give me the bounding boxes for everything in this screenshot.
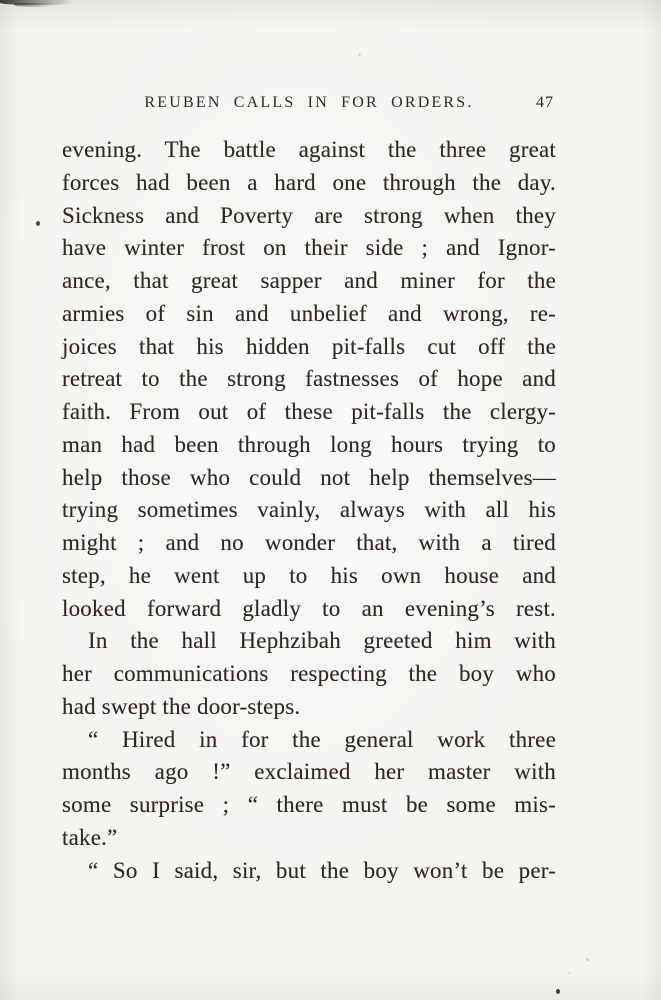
body-text [62,134,556,887]
running-title: REUBEN CALLS IN FOR ORDERS. [144,94,474,111]
text-line: looked forward gladly to an evening’s rest. [62,595,556,621]
text-line: Sickness and Poverty are strong when they [62,202,556,228]
text-line: evening. The battle against the three great [62,137,556,162]
ink-smudge-top-left-2 [14,3,60,7]
text-line: faith. From out of these pit-falls the clergy- [62,399,556,424]
text-line: take.” [62,824,118,850]
scan-speck [358,53,361,56]
text-line: step, he went up to his own house and [62,562,556,588]
page-number: 47 [536,94,554,111]
scan-speck [586,958,589,961]
running-header [62,94,556,116]
text-line: months ago !” exclaimed her master with [62,759,556,785]
text-line: retreat to the strong fastnesses of hope and [62,366,556,392]
text-line: her communications respecting the boy who [62,661,556,686]
text-line: trying sometimes vainly, always with all his [62,497,556,523]
text-line: had swept the door-steps. [62,693,301,719]
margin-ink-dot [36,221,40,226]
text-line: “ Hired in for the general work three [88,726,556,752]
text-line: ance, that great sapper and miner for the [62,268,556,293]
text-line: “ So I said, sir, but the boy won’t be per- [88,857,556,883]
scan-speck [556,989,560,994]
text-line: might ; and no wonder that, with a tired [62,530,556,555]
text-line: man had been through long hours trying to [62,431,556,457]
text-line: forces had been a hard one through the day. [62,169,556,195]
text-line: some surprise ; “ there must be some mis- [62,792,556,817]
scan-speck [568,972,570,974]
text-line: have winter frost on their side ; and Ignor- [62,235,556,261]
text-line: armies of sin and unbelief and wrong, re- [62,300,556,326]
text-line: help those who could not help themselves— [62,464,556,490]
text-line: joices that his hidden pit-falls cut off the [62,333,556,359]
text-line: In the hall Hephzibah greeted him with [88,628,556,654]
